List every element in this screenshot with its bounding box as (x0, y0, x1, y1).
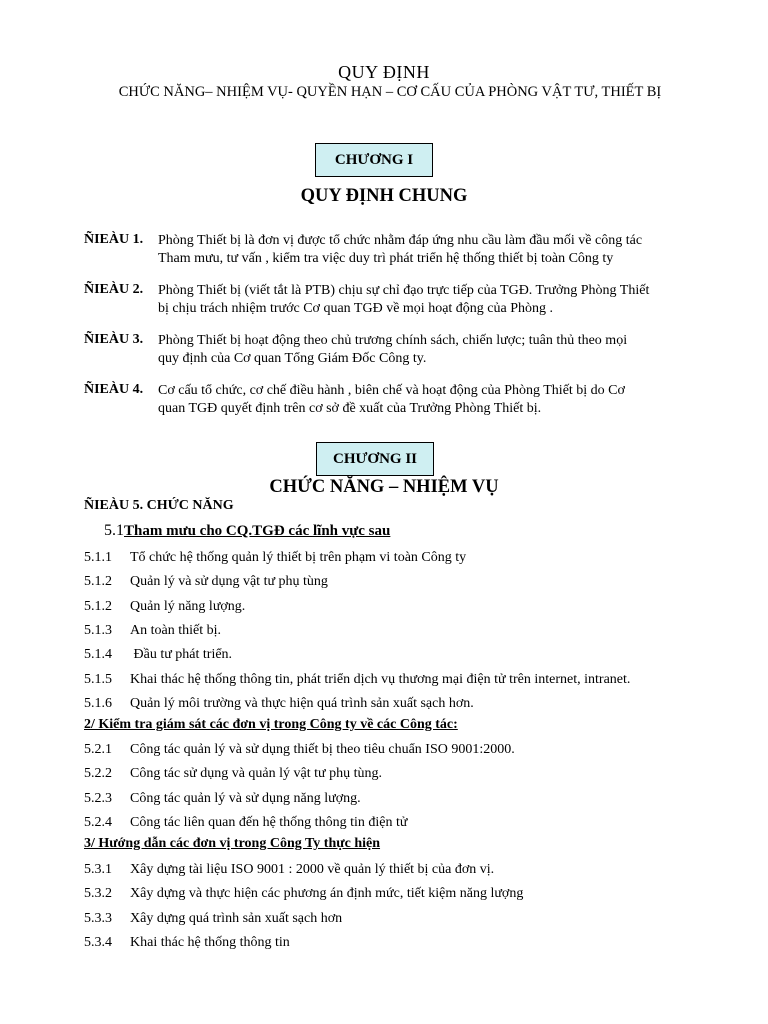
list-item-text: An toàn thiết bị. (130, 622, 221, 638)
list-item-number: 5.1.2 (84, 598, 112, 614)
list-item (84, 766, 382, 782)
list-item-number: 5.2.1 (84, 742, 112, 757)
list-item-number: 5.3.1 (84, 862, 112, 877)
list-item-text: Công tác quản lý và sử dụng thiết bị theo tiêu chuẩn ISO 9001:2000. (130, 742, 515, 757)
list-item-text: Quản lý môi trường và thực hiện quá trình sản xuất sạch hơn. (130, 695, 474, 711)
list-item (84, 647, 232, 663)
article-1-label: ÑIEÀU 1. (84, 232, 144, 247)
list-item (84, 935, 290, 951)
list-item-text: Tổ chức hệ thống quản lý thiết bị trên phạm vi toàn Công ty (130, 550, 467, 565)
article-3-label: ÑIEÀU 3. (84, 332, 144, 347)
list-item (84, 911, 342, 927)
list-item (84, 862, 494, 878)
list-item-number: 5.3.4 (84, 934, 112, 950)
article-4-label: ÑIEÀU 4. (84, 382, 144, 397)
list-item (84, 574, 328, 590)
list-item-number: 5.2.4 (84, 814, 112, 830)
chapter-2-heading: CHỨC NĂNG – NHIỆM VỤ (269, 477, 499, 497)
list-item (84, 791, 361, 807)
section-5-3-heading: 3/ Hướng dẫn các đơn vị trong Công Ty thực hiện (84, 836, 381, 851)
list-item-number: 5.1.1 (84, 550, 112, 565)
list-item-number: 5.1.5 (84, 671, 112, 687)
list-item-text: Quản lý và sử dụng vật tư phụ tùng (130, 574, 328, 590)
list-item (84, 696, 474, 712)
list-item (84, 672, 630, 688)
chapter-1-box: CHƯƠNG I (315, 143, 433, 177)
document-subtitle: CHỨC NĂNG– NHIỆM VỤ- QUYỀN HẠN – CƠ CẤU CỦA PHÒNG VẬT TƯ, THIẾT BỊ (118, 84, 662, 100)
article-2-label: ÑIEÀU 2. (84, 282, 144, 297)
list-item (84, 742, 515, 758)
list-item (84, 599, 245, 615)
list-item-text: Đầu tư phát triển. (130, 647, 233, 663)
list-item-text: Xây dựng và thực hiện các phương án định mức, tiết kiệm năng lượng (130, 886, 524, 902)
list-item-text: Khai thác hệ thống thông tin (130, 934, 290, 950)
list-item-number: 5.1.4 (84, 647, 112, 663)
list-item-text: Xây dựng quá trình sản xuất sạch hơn (130, 910, 343, 926)
list-item-number: 5.2.2 (84, 766, 112, 782)
list-item-number: 5.1.2 (84, 574, 112, 590)
list-item-text: Quản lý năng lượng. (130, 598, 246, 614)
article-1-text: Phòng Thiết bị là đơn vị được tổ chức nhằm đáp ứng nhu cầu làm đầu mối về công tác Tham mưu, tư vấn , kiểm tra việc duy trì phát triển hệ thống thiết bị toàn Công ty (158, 233, 643, 266)
document-title: QUY ĐỊNH (338, 62, 430, 82)
section-5-2-heading: 2/ Kiểm tra giám sát các đơn vị trong Công ty về các Công tác: (84, 717, 458, 732)
list-item-number: 5.1.6 (84, 695, 112, 711)
list-item-text: Khai thác hệ thống thông tin, phát triển dịch vụ thương mại điện tử trên internet, intranet. (130, 671, 631, 687)
list-item-number: 5.1.3 (84, 622, 112, 638)
chapter-1-heading: QUY ĐỊNH CHUNG (300, 186, 468, 206)
article-5-label: ÑIEÀU 5. CHỨC NĂNG (84, 498, 234, 513)
list-item (84, 623, 221, 639)
section-5-1-heading: 5.1Tham mưu cho CQ.TGĐ các lĩnh vực sau (104, 522, 391, 539)
article-3-text: Phòng Thiết bị hoạt động theo chủ trương chính sách, chiến lược; tuân thủ theo mọi quy định của Cơ quan Tổng Giám Đốc Công ty. (158, 333, 628, 366)
list-item-number: 5.3.2 (84, 886, 112, 902)
list-item-text: Công tác liên quan đến hệ thống thông tin điện tử (130, 814, 408, 830)
list-item (84, 550, 466, 566)
article-2-text: Phòng Thiết bị (viết tắt là PTB) chịu sự chỉ đạo trực tiếp của TGĐ. Trưởng Phòng Thiết bị chịu trách nhiệm trước Cơ quan TGĐ về mọi hoạt động của Phòng . (158, 283, 650, 316)
list-item (84, 815, 407, 831)
list-item-number: 5.2.3 (84, 790, 112, 806)
list-item (84, 886, 523, 902)
list-item-text: Xây dựng tài liệu ISO 9001 : 2000 về quản lý thiết bị của đơn vị. (130, 862, 495, 877)
list-item-number: 5.3.3 (84, 910, 112, 926)
chapter-2-box: CHƯƠNG II (316, 442, 434, 476)
list-item-text: Công tác sử dụng và quản lý vật tư phụ tùng. (130, 766, 382, 782)
list-item-text: Công tác quản lý và sử dụng năng lượng. (130, 790, 361, 806)
article-4-text: Cơ cấu tổ chức, cơ chế điều hành , biên chế và hoạt động của Phòng Thiết bị do Cơ quan TGĐ quyết định trên cơ sở đề xuất của Trưởng Phòng Thiết bị. (158, 383, 625, 416)
